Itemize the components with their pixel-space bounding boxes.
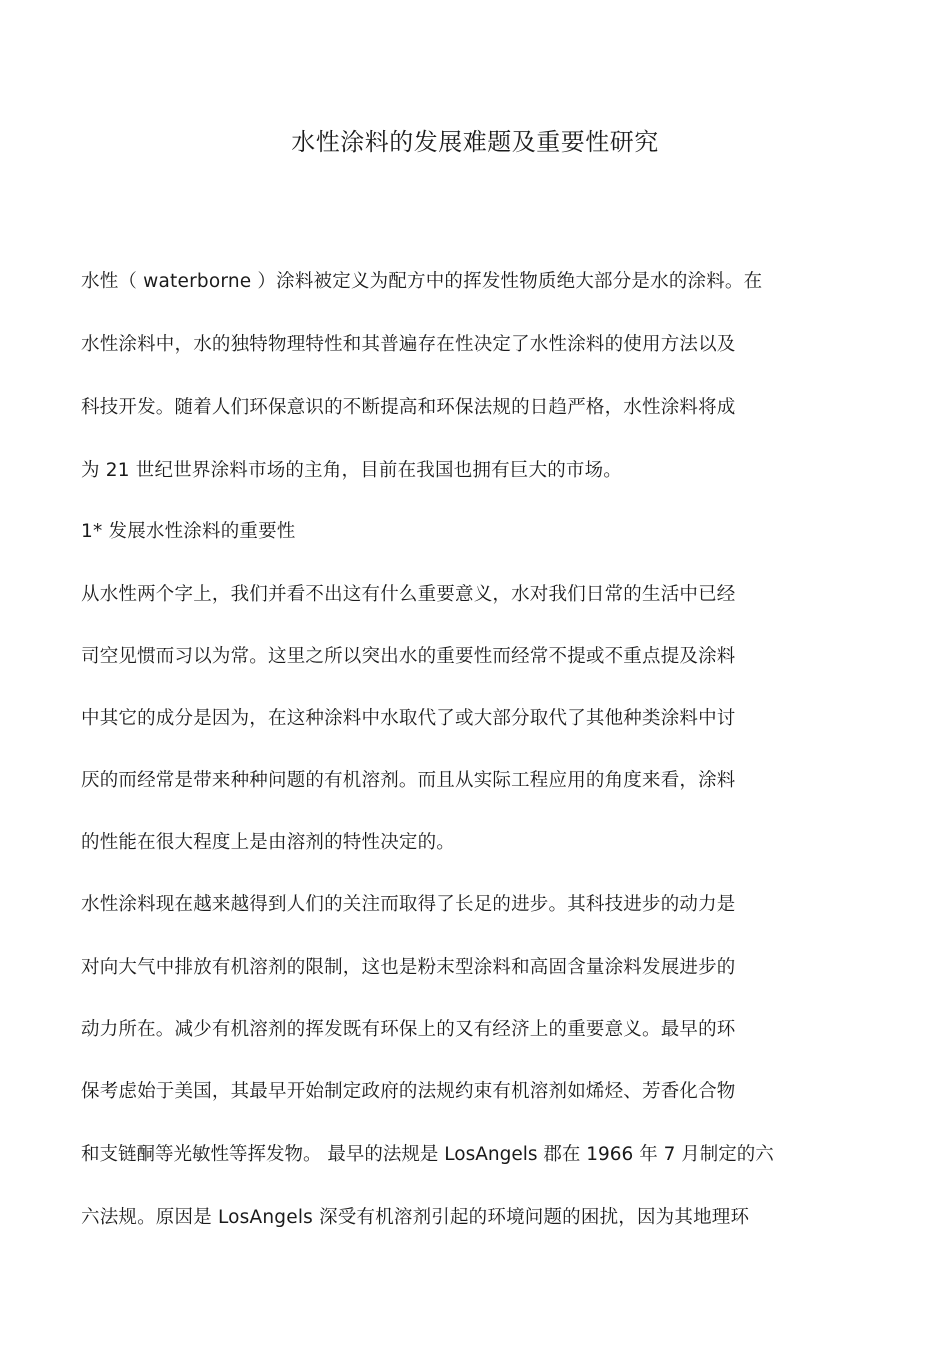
paragraph-line: 和支链酮等光敏性等挥发物。 最早的法规是 LosAngels 郡在 1966 年 7 月制定的六 [81,1144,774,1165]
section-heading: 1* 发展水性涂料的重要性 [81,521,296,542]
paragraph-line: 水性涂料现在越来越得到人们的关注而取得了长足的进步。其科技进步的动力是 [81,894,736,915]
paragraph-line: 科技开发。随着人们环保意识的不断提高和环保法规的日趋严格，水性涂料将成 [81,397,736,418]
paragraph-line: 的性能在很大程度上是由溶剂的特性决定的。 [81,832,456,853]
paragraph-line: 司空见惯而习以为常。这里之所以突出水的重要性而经常不提或不重点提及涂料 [81,646,736,667]
paragraph-line: 为 21 世纪世界涂料市场的主角，目前在我国也拥有巨大的市场。 [81,460,623,481]
paragraph-line: 保考虑始于美国，其最早开始制定政府的法规约束有机溶剂如烯烃、芳香化合物 [81,1081,736,1102]
paragraph-line: 对向大气中排放有机溶剂的限制，这也是粉末型涂料和高固含量涂料发展进步的 [81,957,736,978]
paragraph-line: 厌的而经常是带来种种问题的有机溶剂。而且从实际工程应用的角度来看，涂料 [81,770,736,791]
paragraph-line: 从水性两个字上，我们并看不出这有什么重要意义，水对我们日常的生活中已经 [81,584,736,605]
paragraph-line: 水性涂料中，水的独特物理特性和其普遍存在性决定了水性涂料的使用方法以及 [81,334,736,355]
paragraph-line: 动力所在。减少有机溶剂的挥发既有环保上的又有经济上的重要意义。最早的环 [81,1019,736,1040]
paragraph-line: 中其它的成分是因为，在这种涂料中水取代了或大部分取代了其他种类涂料中讨 [81,708,736,729]
paragraph-line: 水性（ waterborne ）涂料被定义为配方中的挥发性物质绝大部分是水的涂料。在 [81,271,763,292]
paragraph-line: 六法规。原因是 LosAngels 深受有机溶剂引起的环境问题的困扰，因为其地理环 [81,1207,750,1228]
document-title: 水性涂料的发展难题及重要性研究 [291,128,659,156]
